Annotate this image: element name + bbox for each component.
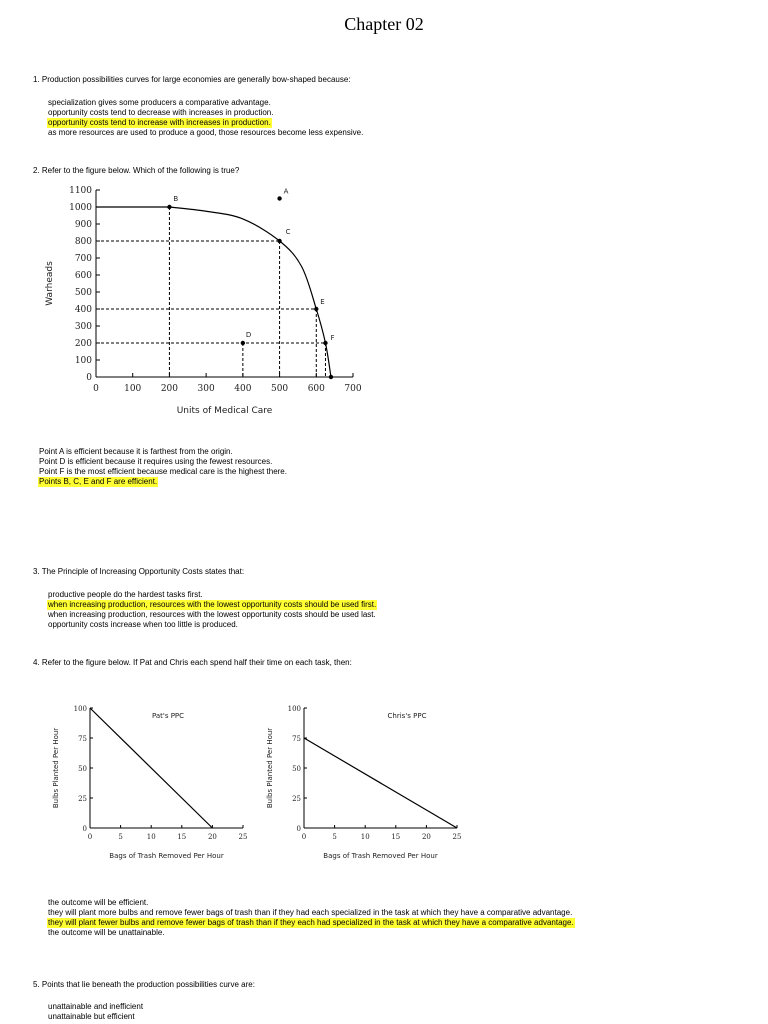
ppc-line <box>90 708 212 828</box>
point-d <box>241 341 245 345</box>
x-tick-label: 15 <box>177 833 187 841</box>
x-tick-label: 100 <box>124 384 142 394</box>
question-5-options <box>47 1002 144 1022</box>
ppc-chart <box>40 182 370 422</box>
y-tick-label: 0 <box>82 825 87 833</box>
y-tick-label: 50 <box>292 765 301 773</box>
y-tick-label: 400 <box>74 305 92 315</box>
chart-title: Chris's PPC <box>387 712 427 720</box>
point-label-e: E <box>320 298 325 306</box>
y-tick-label: 300 <box>74 322 92 332</box>
point-label-f: F <box>330 334 335 342</box>
y-tick-label: 600 <box>74 271 92 281</box>
point-label-b: B <box>173 195 179 203</box>
x-tick-label: 0 <box>87 833 93 841</box>
x-tick-label: 20 <box>207 833 217 841</box>
x-tick-label: 10 <box>360 833 370 841</box>
pat-ppc-chart <box>48 700 253 870</box>
x-tick-label: 5 <box>332 833 337 841</box>
x-axis-label: Bags of Trash Removed Per Hour <box>323 852 438 860</box>
question-2-options <box>38 447 288 487</box>
point-label-d: D <box>245 331 252 339</box>
q4-option[interactable]: the outcome will be efficient. <box>48 898 149 907</box>
chris-ppc-chart <box>262 700 467 870</box>
q1-option[interactable]: opportunity costs tend to increase with increases in production. <box>48 118 271 127</box>
q3-option[interactable]: productive people do the hardest tasks first. <box>48 590 203 599</box>
y-tick-label: 1000 <box>69 203 92 213</box>
y-axis-label: Bulbs Planted Per Hour <box>52 727 60 809</box>
x-axis-label: Bags of Trash Removed Per Hour <box>109 852 224 860</box>
q1-option[interactable]: as more resources are used to produce a good, those resources become less expensive. <box>48 128 364 137</box>
q4-option[interactable]: the outcome will be unattainable. <box>48 928 165 937</box>
ppc-line <box>304 738 457 828</box>
x-tick-label: 300 <box>197 384 215 394</box>
x-tick-label: 700 <box>344 384 362 394</box>
question-3-options <box>47 590 377 630</box>
y-tick-label: 100 <box>287 705 301 713</box>
q2-option[interactable]: Points B, C, E and F are efficient. <box>39 477 158 486</box>
question-1-text: 1. Production possibilities curves for large economies are generally bow-shaped because: <box>33 75 351 84</box>
chart-title: Pat's PPC <box>151 712 185 720</box>
question-5-text: 5. Points that lie beneath the production possibilities curve are: <box>33 980 255 989</box>
y-tick-label: 100 <box>73 705 87 713</box>
y-tick-label: 75 <box>292 735 301 743</box>
y-tick-label: 100 <box>74 356 92 366</box>
x-tick-label: 600 <box>307 384 325 394</box>
y-tick-label: 75 <box>78 735 87 743</box>
q3-option[interactable]: when increasing production, resources with the lowest opportunity costs should be used first. <box>48 600 377 609</box>
q2-option[interactable]: Point D is efficient because it requires using the fewest resources. <box>39 457 273 466</box>
x-tick-label: 25 <box>452 833 462 841</box>
x-tick-label: 0 <box>301 833 307 841</box>
y-tick-label: 0 <box>86 373 92 383</box>
y-tick-label: 1100 <box>69 186 92 196</box>
x-tick-label: 200 <box>160 384 179 394</box>
y-tick-label: 25 <box>292 795 301 803</box>
page-title: Chapter 02 <box>344 14 424 34</box>
y-tick-label: 25 <box>78 795 87 803</box>
y-tick-label: 0 <box>296 825 301 833</box>
question-4-options <box>47 898 575 938</box>
q2-option[interactable]: Point F is the most efficient because medical care is the highest there. <box>39 467 287 476</box>
point-label-a: A <box>283 187 289 196</box>
question-4-text: 4. Refer to the figure below. If Pat and Chris each spend half their time on each task, then: <box>33 658 352 667</box>
y-tick-label: 500 <box>74 288 92 298</box>
x-tick-label: 15 <box>391 833 401 841</box>
x-tick-label: 5 <box>118 833 123 841</box>
y-tick-label: 200 <box>74 339 92 349</box>
question-2-text: 2. Refer to the figure below. Which of the following is true? <box>33 166 240 175</box>
x-tick-label: 20 <box>421 833 431 841</box>
q1-option[interactable]: opportunity costs tend to decrease with increases in production. <box>48 108 274 117</box>
q3-option[interactable]: opportunity costs increase when too little is produced. <box>48 620 238 629</box>
q2-option[interactable]: Point A is efficient because it is farthest from the origin. <box>39 447 233 456</box>
x-tick-label: 0 <box>93 384 99 394</box>
q4-option[interactable]: they will plant more bulbs and remove fewer bags of trash than if they had each specialized in the task at which they have a comparative advantage. <box>48 908 573 917</box>
y-tick-label: 800 <box>74 237 92 247</box>
ppc-curve <box>96 207 331 377</box>
point-b <box>167 205 171 209</box>
q5-option[interactable]: unattainable but efficient <box>48 1012 135 1021</box>
x-tick-label: 400 <box>234 384 252 394</box>
q3-option[interactable]: when increasing production, resources with the lowest opportunity costs should be used last. <box>48 610 376 619</box>
x-axis-label: Units of Medical Care <box>176 406 273 416</box>
curve-endpoint <box>329 375 333 379</box>
y-tick-label: 700 <box>74 254 92 264</box>
q4-option[interactable]: they will plant fewer bulbs and remove fewer bags of trash than if they each had specialized in the task at which they have a comparative advantage. <box>48 918 574 927</box>
q5-option[interactable]: unattainable and inefficient <box>48 1002 144 1011</box>
y-axis-label: Warheads <box>45 261 55 306</box>
point-c <box>277 239 281 243</box>
x-tick-label: 500 <box>270 384 289 394</box>
point-a <box>277 196 281 200</box>
question-3-text: 3. The Principle of Increasing Opportunity Costs states that: <box>33 567 245 576</box>
point-label-c: C <box>285 228 291 236</box>
q1-option[interactable]: specialization gives some producers a comparative advantage. <box>48 98 271 107</box>
point-e <box>314 307 318 311</box>
question-1-options <box>47 98 364 138</box>
y-tick-label: 900 <box>74 220 92 230</box>
x-tick-label: 10 <box>146 833 156 841</box>
y-axis-label: Bulbs Planted Per Hour <box>266 727 274 809</box>
y-tick-label: 50 <box>78 765 87 773</box>
point-f <box>323 341 327 345</box>
x-tick-label: 25 <box>238 833 248 841</box>
